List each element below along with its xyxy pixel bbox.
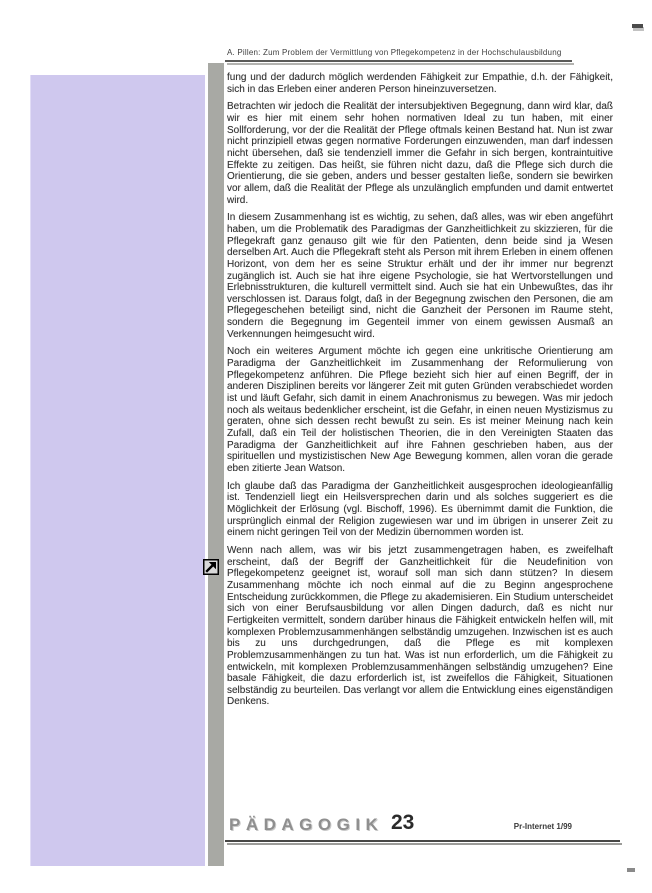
crop-mark-bottom-right <box>627 868 635 872</box>
paragraph: Noch ein weiteres Argument möchte ich gegen eine unkritische Orientierung am Paradigma der Ganzheitlichkeit im Zusammenhang der Reformulierung von Pflegekompetenz anführen. Die Pflege bezieht sich hier auf einen Begriff, der in anderen Disziplinen bereits vor längerer Zeit mit guten Gründen verabschiedet worden ist und läuft Gefahr, sich damit in einem Anachronismus zu bewegen. Was mir jedoch noch als weitaus bedenklicher erscheint, ist die Gefahr, in einen neuen Mystizismus zu geraten, ohne sich dessen recht bewußt zu sein. Es ist meiner Meinung nach kein Zufall, daß ein Teil der holistischen Theorien, die in den Vereinigten Staaten das Paradigma der Ganzheitlichkeit auf ihre Fahnen geschrieben haben, aus der spirituellen und mystizistischen New Age Bewegung kommen, allen voran die gerade eben zitierte Jean Watson. <box>227 346 613 474</box>
crop-mark-top-right <box>632 24 643 28</box>
arrow-northeast-icon <box>203 559 219 575</box>
running-head-rule <box>225 60 572 62</box>
sidebar-accent-bar <box>30 75 205 866</box>
paragraph: fung und der dadurch möglich werdenden Fähigkeit zur Empathie, d.h. der Fähigkeit, sich in das Erleben einer anderen Person hineinzuversetzen. <box>227 72 613 95</box>
paragraph: Betrachten wir jedoch die Realität der intersubjektiven Begegnung, dann wird klar, daß wir es hier mit einem sehr hohen normativen Ideal zu tun haben, mit einer Sollforderung, vor der die Realität der Pflege oftmals keinen Bestand hat. Nun ist zwar nicht prinzipiell etwas gegen normative Forderungen einzuwenden, man darf indessen nicht übersehen, daß sie tendenziell immer die Gefahr in sich bergen, kontraintuitive Effekte zu zeitigen. Das heißt, sie führen nicht dazu, daß die Pflege sich durch die Orientierung, die sie geben, anders und besser gestalten ließe, sondern sie bewirken vor allem, daß die Realität der Pflege als unzulänglich empfunden und damit entwertet wird. <box>227 101 613 206</box>
page-number: 23 <box>391 811 415 834</box>
journal-section-label: PÄDAGOGIK <box>229 815 384 834</box>
paragraph: In diesem Zusammenhang ist es wichtig, zu sehen, daß alles, was wir eben angeführt haben, um die Problematik des Paradigmas der Ganzheitlichkeit zu skizzieren, für die Pflegekraft ganz genauso gilt wie für den Patienten, denn beide sind ja Wesen derselben Art. Auch die Pflegekraft steht als Person mit ihrem Erleben in einem offenen Horizont, von dem her es seine Struktur erhält und der ihr immer nur begrenzt zugänglich ist. Auch sie hat ihre eigene Psychologie, sie hat Wertvorstellungen und Erlebnisstrukturen, die kulturell vermittelt sind. Auch sie hat ein Unbewußtes, das ihr verschlossen ist. Daraus folgt, daß in der Begegnung zwischen den Personen, die am Pflegegeschehen beteiligt sind, nicht die Ganzheit der Personen im Raume steht, sondern die Begegnung im Gegenteil immer von einem gewissen Ausmaß an Verkennungen heimgesucht wird. <box>227 212 613 340</box>
issue-label: Pr-Internet 1/99 <box>513 822 572 831</box>
running-head-rule-shadow <box>227 63 574 65</box>
running-head: A. Pillen: Zum Problem der Vermittlung von Pflegekompetenz in der Hochschulausbildung <box>227 48 562 57</box>
paragraph: Wenn nach allem, was wir bis jetzt zusammengetragen haben, es zweifelhaft erscheint, daß der Begriff der Ganzheitlichkeit für die Neudefinition von Pflegekompetenz geeignet ist, worauf soll man sich dann stützen? In diesem Zusammenhang möchte ich noch einmal auf die zu Beginn angesprochene Entscheidung zurückkommen, die Pflege zu akademisieren. Ein Studium unterscheidet sich von einer Berufsausbildung vor allen Dingen dadurch, daß es nicht nur Fertigkeiten vermittelt, sondern darüber hinaus die Fähigkeit entwickeln helfen will, mit komplexen Problemzusammenhängen selbständig umzugehen. Inzwischen ist es auch bis zu uns durchgedrungen, daß die Pflege es mit komplexen Problemzusammenhängen zu tun hat. Was ist nun erforderlich, um die Fähigkeit zu entwickeln, mit komplexen Problemzusammenhängen selbständig umzugehen? Eine basale Fähigkeit, die dazu erforderlich ist, ist zweifellos die Fähigkeit, Situationen selbständig zu beurteilen. Das verlangt vor allem die Entwicklung eines eigenständigen Denkens. <box>227 544 613 708</box>
column-shadow-strip <box>208 63 224 866</box>
footer-rule-shadow <box>227 843 622 845</box>
article-body <box>227 72 613 714</box>
footer-rule <box>225 840 620 842</box>
paragraph: Ich glaube daß das Paradigma der Ganzheitlichkeit ausgesprochen ideologieanfällig ist. Tendenziell liegt ein Heilsversprechen darin und als solches suggeriert es die Möglichkeit der Erlösung (vgl. Bischoff, 1996). Es übernimmt damit die Funktion, die ursprünglich einmal der Religion zugewiesen war und im übrigen in unserer Zeit zu einem nicht geringen Teil von der Medizin übernommen worden ist. <box>227 480 613 539</box>
